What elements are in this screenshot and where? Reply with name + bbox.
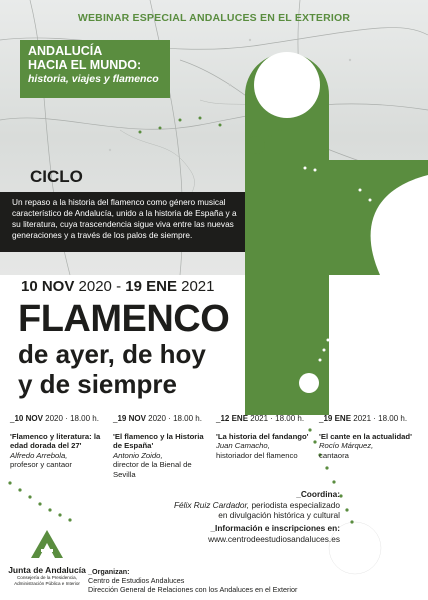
headline-flamenco: FLAMENCO: [18, 298, 230, 340]
coordina-desc2: en divulgación histórica y cultural: [218, 510, 340, 520]
session-title: 'El flamenco y la Historia de España': [113, 431, 204, 450]
date-start-year: 2020: [78, 278, 112, 295]
date-separator: -: [116, 278, 122, 295]
date-range: [21, 278, 215, 295]
junta-line1: Consejería de la Presidencia,: [16, 575, 77, 580]
title-line1: ANDALUCÍA: [28, 44, 103, 58]
webinar-header: WEBINAR ESPECIAL ANDALUCES EN EL EXTERIOR: [77, 12, 351, 24]
inscripciones-url[interactable]: www.centrodeestudiosandaluces.es: [208, 533, 340, 544]
coordina-name: Félix Ruiz Cardador,: [173, 499, 250, 510]
session-role: cantaora: [319, 450, 349, 460]
junta-name: Junta de Andalucía: [8, 565, 86, 575]
session-speaker: Rocío Márquez,: [319, 441, 374, 450]
session-4: [319, 414, 415, 460]
organizan-block: [88, 567, 297, 594]
white-circle-green: [380, 233, 394, 247]
inscripciones-label: _Información e inscripciones en:: [210, 523, 340, 533]
session-role: historiador del flamenco: [216, 450, 298, 460]
session-date: _12 ENE 2021 · 18.00 h.: [216, 414, 305, 423]
date-end-year: 2021: [181, 278, 215, 295]
date-end: 19 ENE: [125, 278, 177, 295]
session-role: director de la Bienal de Sevilla: [113, 460, 192, 479]
session-date: _19 NOV 2020 · 18.00 h.: [113, 414, 202, 423]
white-circle-arch: [254, 52, 320, 118]
session-3: [216, 414, 312, 460]
title-line2: HACIA EL MUNDO:: [28, 58, 142, 72]
session-speaker: Alfredo Arrebola,: [10, 450, 68, 460]
session-date: _19 ENE 2021 · 18.00 h.: [319, 414, 408, 423]
organizan-org2: Dirección General de Relaciones con los Andaluces en el Exterior: [88, 585, 298, 594]
junta-a-logo-icon: [31, 530, 63, 558]
junta-line2: Administración Pública e Interior: [14, 580, 80, 586]
junta-logo: [8, 530, 86, 586]
organizan-org1: Centro de Estudios Andaluces: [88, 576, 185, 585]
inscripciones-block: [150, 523, 340, 544]
session-speaker: Antonio Zoido,: [113, 450, 163, 460]
session-title: 'El cante en la actualidad': [319, 431, 412, 441]
session-speaker: Juan Camacho,: [216, 441, 270, 450]
ciclo-label: CICLO: [30, 167, 83, 186]
dotted-trail-4: [8, 481, 71, 521]
session-date: _10 NOV 2020 · 18.00 h.: [10, 414, 99, 423]
session-role: profesor y cantaor: [10, 460, 72, 469]
title-box: [20, 40, 170, 98]
organizan-label: _Organizan:: [88, 567, 130, 576]
coordina-label: _Coordina:: [296, 489, 340, 499]
coordina-desc1: periodista especializado: [251, 499, 340, 510]
date-start: 10 NOV: [21, 278, 75, 295]
white-circle-arch-bottom: [299, 373, 319, 393]
headline-line2: de ayer, de hoy: [18, 339, 206, 369]
headline-line3: y de siempre: [18, 369, 177, 399]
green-circle-map: [247, 136, 265, 154]
description-box: Un repaso a la historia del flamenco como género musical característico de Andalucía, unido a la historia de España y a su literatura, cuya trascendencia sigue viva entre las nuevas generaciones y a través de los palos de siempre.: [0, 192, 245, 252]
session-1: [10, 414, 106, 470]
session-2: [113, 414, 209, 479]
coordina-block: [150, 489, 340, 521]
session-title: 'Flamenco y literatura: la edad dorada del 27': [10, 431, 101, 450]
session-title: 'La historia del fandango': [216, 431, 309, 441]
title-subtitle: historia, viajes y flamenco: [28, 73, 159, 85]
